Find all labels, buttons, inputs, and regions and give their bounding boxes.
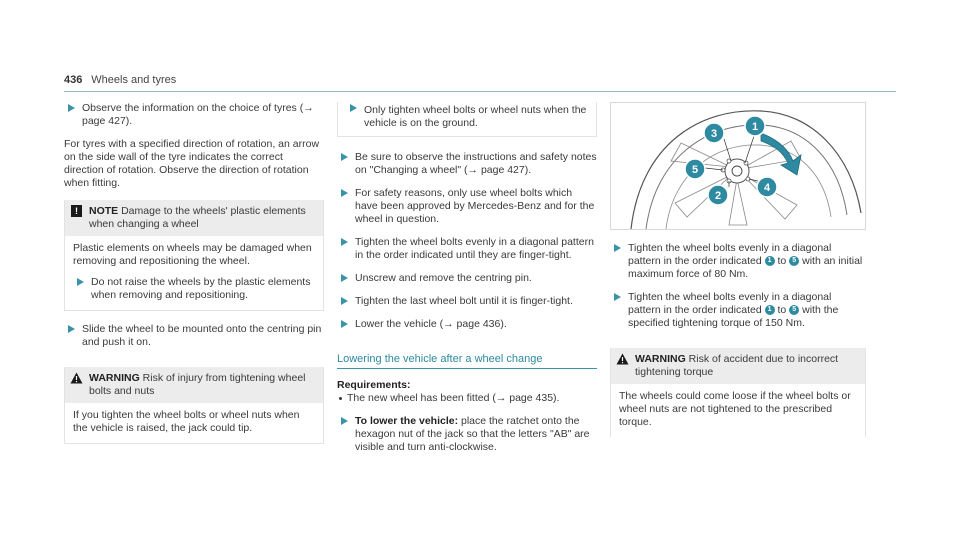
note-label: NOTE [89, 205, 119, 217]
requirement-item: The new wheel has been fitted (→ page 435). [337, 392, 597, 405]
warning-header [65, 367, 323, 403]
warning-box-injury [64, 367, 324, 444]
number-1-icon: 1 [765, 256, 775, 266]
warning-label: WARNING [89, 372, 140, 384]
step-last-bolt [337, 295, 597, 308]
rotation-paragraph: For tyres with a specified direction of rotation, an arrow on the side wall of the tyre indicates the correct direction of rotation. Observe the direction of rotation when fitting. [64, 138, 320, 189]
number-5-icon: 5 [789, 305, 799, 315]
step-text: Tighten the last wheel bolt until it is finger-tight. [355, 295, 573, 307]
step-arrow-icon [341, 153, 348, 161]
step-arrow-icon [68, 325, 75, 333]
step-text: Do not raise the wheels by the plastic elements when removing and repositioning. [91, 276, 311, 301]
number-1-icon: 1 [765, 305, 775, 315]
chapter-title: Wheels and tyres [91, 74, 177, 86]
wheel-illustration [611, 103, 865, 229]
step-remove-pin [337, 272, 597, 285]
step-observe-tyres [64, 102, 324, 128]
step-text: with an initial maximum force of 80 Nm. [628, 255, 863, 280]
warning-continuation-box [337, 102, 597, 137]
warning-text: The wheels could come loose if the wheel bolts or wheel nuts are not tightened to the prescribed torque. [619, 390, 851, 428]
warning-title: Risk of injury from tightening wheel bolts and nuts [89, 372, 306, 397]
callout-label: 1 [751, 121, 759, 133]
step-arrow-icon [341, 274, 348, 282]
step-text: Lower the vehicle (→ page 436). [355, 318, 507, 330]
warning-body [611, 384, 865, 437]
callout-label: 3 [710, 128, 718, 140]
callout-label: 2 [714, 190, 722, 202]
step-tighten-on-ground [346, 102, 588, 130]
step-arrow-icon [68, 104, 75, 112]
callout-5 [685, 159, 705, 179]
step-slide-wheel [64, 323, 324, 349]
warning-header [611, 348, 865, 384]
step-text: place the ratchet onto the hexagon nut of the jack so that the letters "AB" are visible and turn anti-clockwise. [355, 415, 590, 453]
step-text: Tighten the wheel bolts evenly in a diagonal pattern in the order indicated until they are finger-tight. [355, 236, 594, 261]
step-text: Unscrew and remove the centring pin. [355, 272, 532, 284]
step-lower-vehicle [337, 318, 597, 331]
section-heading: Lowering the vehicle after a wheel change [337, 353, 597, 369]
step-text: Be sure to observe the instructions and safety notes on "Changing a wheel" (→ page 427). [355, 151, 597, 176]
step-arrow-icon [341, 297, 348, 305]
step-arrow-icon [341, 417, 348, 425]
step-safety-notes [337, 151, 597, 177]
step-text: Tighten the wheel bolts evenly in a diagonal pattern in the order indicated [628, 291, 832, 316]
step-arrow-icon [341, 189, 348, 197]
note-header [65, 200, 323, 236]
exclamation-icon: ! [71, 205, 82, 217]
requirements-title: Requirements: [337, 379, 411, 391]
column-middle [337, 102, 597, 464]
step-arrow-icon [350, 104, 357, 112]
step-final-torque [610, 291, 866, 330]
note-title: Damage to the wheels' plastic elements when changing a wheel [89, 205, 306, 230]
step-text: Observe the information on the choice of tyres (→ page 427). [82, 102, 314, 127]
step-arrow-icon [341, 320, 348, 328]
column-right [610, 102, 866, 449]
wheel-bolt-diagram [610, 102, 866, 230]
callout-label: 5 [691, 164, 699, 176]
warning-triangle-icon [70, 372, 83, 384]
step-lower-instruction [337, 415, 597, 454]
callout-1 [745, 116, 765, 136]
step-text: with the specified tightening torque of 150 Nm. [628, 304, 839, 329]
step-text: Only tighten wheel bolts or wheel nuts when the vehicle is on the ground. [364, 104, 587, 129]
callout-2 [708, 185, 728, 205]
warning-label: WARNING [635, 353, 686, 365]
step-arrow-icon [77, 278, 84, 286]
step-text: Slide the wheel to be mounted onto the centring pin and push it on. [82, 323, 322, 348]
warning-box-accident [610, 348, 866, 437]
warning-title: Risk of accident due to incorrect tightening torque [635, 353, 839, 378]
column-left [64, 102, 324, 456]
page-header [64, 74, 896, 92]
callout-3 [704, 123, 724, 143]
page-number: 436 [64, 74, 83, 86]
step-arrow-icon [614, 293, 621, 301]
note-body [65, 236, 323, 311]
step-text: For safety reasons, only use wheel bolts which have been approved by Mercedes-Benz and for the wheel in question. [355, 187, 595, 225]
step-text: Tighten the wheel bolts evenly in a diagonal pattern in the order indicated [628, 242, 832, 267]
step-text: to [777, 255, 787, 267]
warning-triangle-icon [616, 353, 629, 365]
step-approved-bolts [337, 187, 597, 226]
warning-text: If you tighten the wheel bolts or wheel nuts when the vehicle is raised, the jack could tip. [73, 409, 300, 434]
note-box [64, 200, 324, 311]
callout-label: 4 [763, 182, 771, 194]
step-finger-tight [337, 236, 597, 262]
callout-4 [757, 177, 777, 197]
note-step [73, 276, 315, 302]
number-5-icon: 5 [789, 256, 799, 266]
warning-body [65, 403, 323, 444]
step-arrow-icon [341, 238, 348, 246]
step-text: to [777, 304, 787, 316]
step-arrow-icon [614, 244, 621, 252]
step-initial-torque [610, 242, 866, 281]
note-text: Plastic elements on wheels may be damaged when removing and repositioning the wheel. [73, 242, 312, 267]
step-bold-lead: To lower the vehicle: [355, 415, 459, 427]
